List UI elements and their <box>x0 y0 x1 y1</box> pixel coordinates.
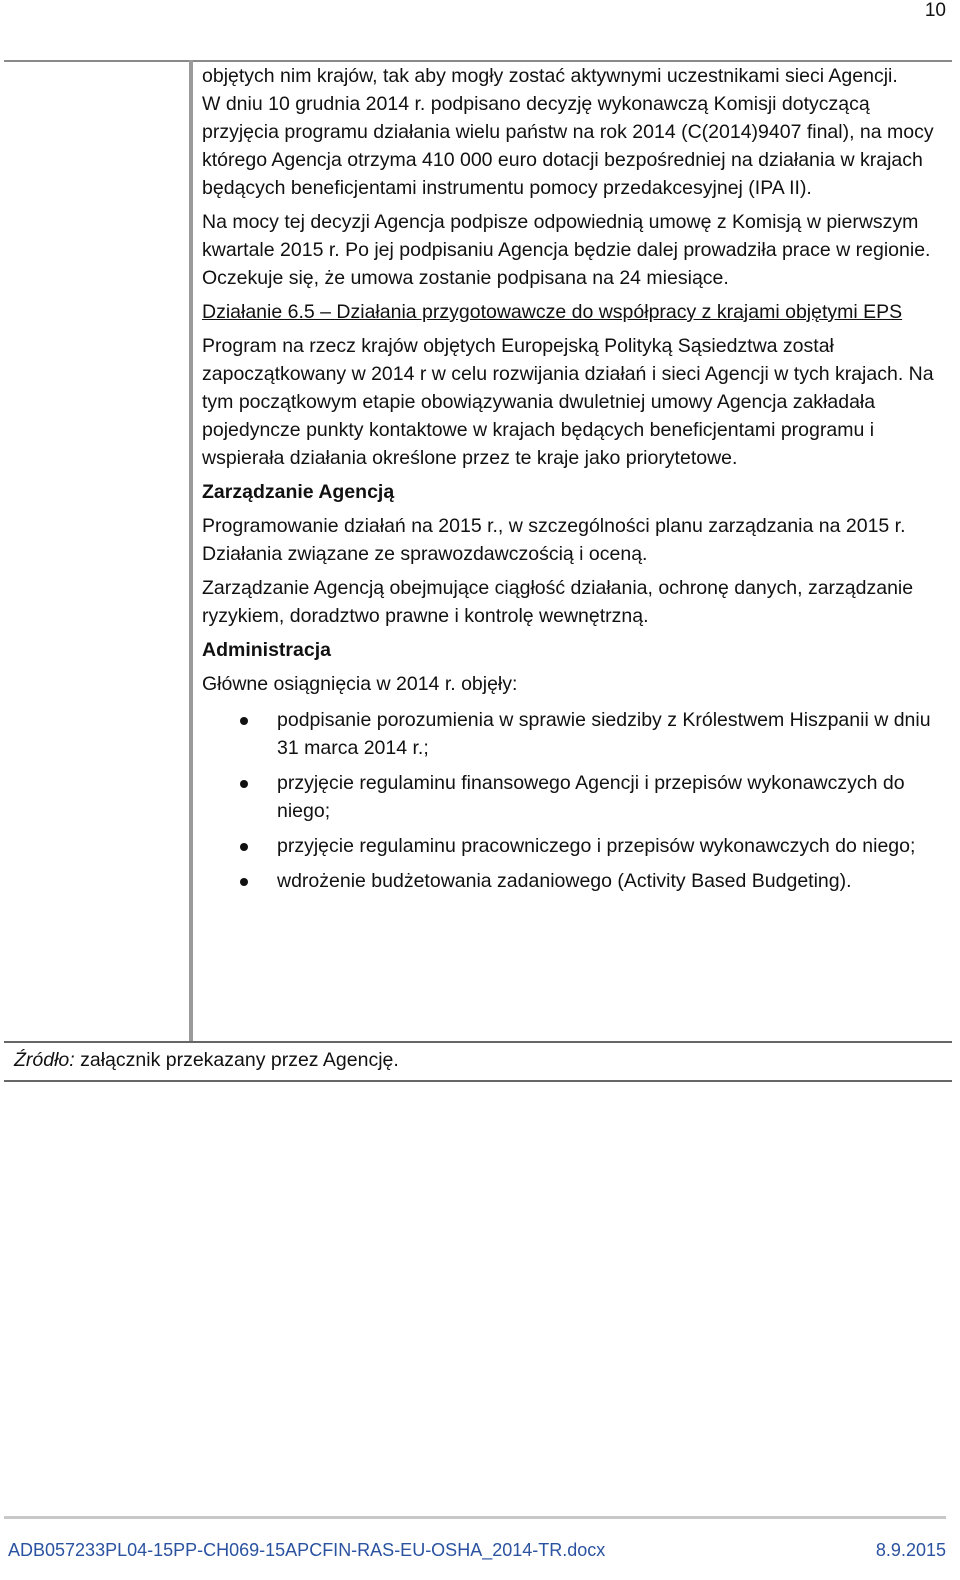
action-6-5-heading: Działanie 6.5 – Działania przygotowawcze do współpracy z krajami objętymi EPS <box>202 301 903 323</box>
footer-date: 8.9.2015 <box>875 1540 946 1560</box>
footer-filename: ADB057233PL04-15PP-CH069-15APCFIN-RAS-EU-OSHA_2014-TR.docx <box>8 1540 606 1560</box>
list-item-text: podpisanie porozumienia w sprawie siedziby z Królestwem Hiszpanii w dniu 31 marca 2014 r.; <box>277 709 931 759</box>
paragraph-decision: W dniu 10 grudnia 2014 r. podpisano decyzję wykonawczą Komisji dotyczącą przyjęcia programu działania wielu państw na rok 2014 (C(2014)9407 final), na mocy którego Agencja otrzyma 410 000 euro dotacji bezpośredniej na działania w krajach będących beneficjentami instrumentu pomocy przedakcesyjnej (IPA II). <box>202 93 934 199</box>
list-item <box>202 769 946 825</box>
paragraph-agreement: Na mocy tej decyzji Agencja podpisze odpowiednią umowę z Komisją w pierwszym kwartale 2015 r. Po jej podpisaniu Agencja będzie dalej prowadziła prace w regionie. Oczekuje się, że umowa zostanie podpisana na 24 miesiące. <box>202 211 931 289</box>
list-item <box>202 706 946 762</box>
list-item-text: przyjęcie regulaminu finansowego Agencji i przepisów wykonawczych do niego; <box>277 772 905 822</box>
list-item <box>202 867 946 895</box>
list-item <box>202 832 946 860</box>
source-label: Źródło: <box>14 1049 75 1071</box>
table-bottom-border <box>4 1041 952 1043</box>
paragraph-programming: Programowanie działań na 2015 r., w szczególności planu zarządzania na 2015 r. Działania związane ze sprawozdawczością i oceną. <box>202 515 906 565</box>
agency-management-heading: Zarządzanie Agencją <box>202 481 395 503</box>
footer-rule <box>4 1516 946 1519</box>
paragraph-ipa-intro: objętych nim krajów, tak aby mogły zostać aktywnymi uczestnikami sieci Agencji. <box>202 65 898 87</box>
paragraph-management-scope: Zarządzanie Agencją obejmujące ciągłość działania, ochronę danych, zarządzanie ryzykiem, doradztwo prawne i kontrolę wewnętrzną. <box>202 577 914 627</box>
achievements-list <box>202 706 946 895</box>
source-rule <box>4 1080 952 1082</box>
bullet-icon <box>240 780 248 788</box>
source-note <box>14 1049 399 1072</box>
administration-heading: Administracja <box>202 639 331 661</box>
list-item-text: przyjęcie regulaminu pracowniczego i przepisów wykonawczych do niego; <box>277 835 916 857</box>
list-item-text: wdrożenie budżetowania zadaniowego (Activity Based Budgeting). <box>277 870 852 892</box>
table-column-divider <box>189 60 193 1042</box>
bullet-icon <box>240 878 248 886</box>
page-number: 10 <box>924 0 946 21</box>
bullet-icon <box>240 843 248 851</box>
table-content-cell <box>202 62 946 902</box>
paragraph-achievements-intro: Główne osiągnięcia w 2014 r. objęły: <box>202 673 518 695</box>
source-text: załącznik przekazany przez Agencję. <box>74 1049 399 1071</box>
bullet-icon <box>240 717 248 725</box>
paragraph-enp-program: Program na rzecz krajów objętych Europejską Polityką Sąsiedztwa został zapoczątkowany w 2014 r w celu rozwijania działań i sieci Agencji w tych krajach. Na tym początkowym etapie obowiązywania dwuletniej umowy Agencja zakładała pojedyncze punkty kontaktowe w krajach będących beneficjentami programu i wspierała działania określone przez te kraje jako priorytetowe. <box>202 335 934 469</box>
